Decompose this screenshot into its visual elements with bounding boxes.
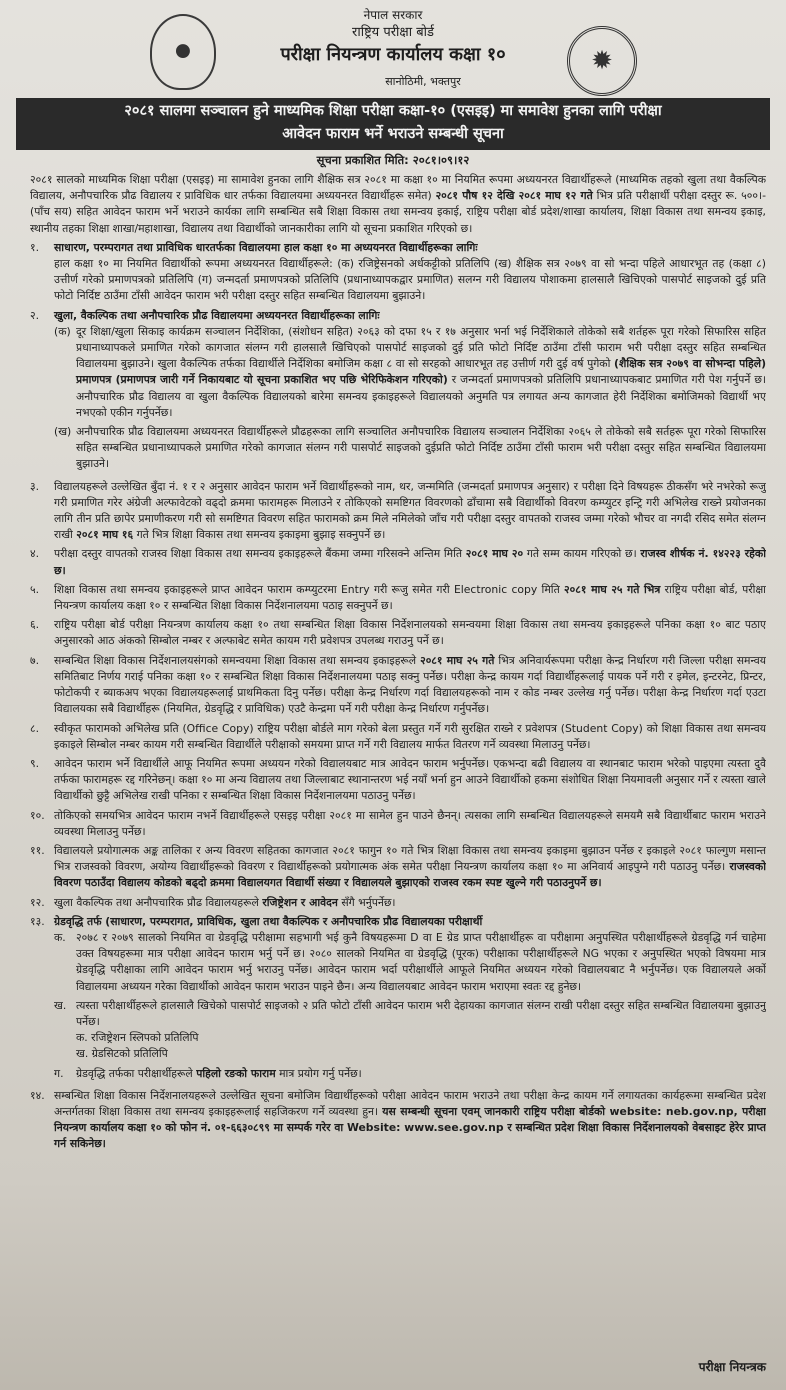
section-number: ९.: [30, 756, 40, 770]
sub-text-a: दूर शिक्षा/खुला सिकाइ कार्यक्रम सञ्चालन निर्देशिका, (संशोधन सहित) २०६३ को दफा १५ र १७ अनुसार भर्ना भई निर्देशिकाले तोकेको सबै शर्तहरू पूरा गरेको सिफारिस सहित प्रधानाध्यापकले प्रमाणित गरेको कागजात संलग्न गरी हालसालै खिचिएको पासपोर्ट साइजको दुई प्रति फोटो निर्दिष्ट ठाउँमा टाँसी फाराम भरी परीक्षा दस्तुर सहित सम्बन्धित विद्यालयमा बुझाउने। खुला वैकल्पिक तर्फका विद्यार्थीले निर्देशिका बमोजिम कक्षा ८ वा सो सरहको आधारभूत तह उत्तीर्ण गरी दुई वर्ष पुगेको: [76, 324, 766, 371]
sub-text-c: मात्र प्रयोग गर्नु पर्नेछ।: [279, 1066, 362, 1080]
section-text: स्वीकृत फारामको अभिलेख प्रति (Office Copy) राष्ट्रिय परीक्षा बोर्डले माग गरेको बेला प्रस्तुत गर्ने गरी सुरक्षित राख्ने र प्रवेशपत्र (Student Copy) को शिक्षा विकास तथा समन्वय इकाइले सिम्बोल नम्बर कायम गरी सम्बन्धित विद्यार्थीले परीक्षाको समयमा प्राप्त गर्ने गरी विद्यालय मार्फत वितरण गर्ने व्यवस्था मिलाउनु पर्नेछ।: [54, 721, 766, 751]
subsection-ga: [54, 1066, 766, 1082]
section-number: ४.: [30, 547, 40, 561]
sub-label: ख.: [54, 998, 67, 1012]
section-text-c: सँगै भर्नुपर्नेछ।: [341, 895, 396, 909]
sub-text-a: ग्रेडवृद्धि तर्फका परीक्षार्थीहरूले: [76, 1066, 193, 1080]
section-5: [30, 582, 766, 614]
section-2: [30, 308, 766, 476]
sub-text: त्यस्ता परीक्षार्थीहरूले हालसालै खिचेको पासपोर्ट साइजको २ प्रति फोटो टाँसी आवेदन फाराम भरी देहायका कागजात संलग्न राखी परीक्षा दस्तुर सहित सम्बन्धित विद्यालयमा बुझाउनु पर्नेछ।: [76, 998, 766, 1028]
section-9: [30, 756, 766, 805]
section-number: १४.: [30, 1088, 45, 1102]
section-deadline: २०८१ माघ १६: [76, 528, 134, 542]
section-deadline: २०८१ माघ २०: [465, 547, 524, 561]
sub-text-b: (शैक्षिक सत्र २०७९ वा सोभन्दा पहिले) प्रमाणपत्र (प्रमाणपत्र जारी गर्ने निकायबाट यो सूचना प्रकाशित भए पछि भेरिफिकेशन गरिएको): [76, 357, 766, 387]
section-number: १०.: [30, 808, 45, 822]
section-6: [30, 617, 766, 649]
section-number: ८.: [30, 721, 40, 735]
section-text-c: गते सम्म कायम गरिएको छ।: [526, 547, 637, 561]
nepal-emblem-icon: ⚫: [150, 14, 216, 90]
doc-list-item: क. रजिष्ट्रेशन स्लिपको प्रतिलिपि: [76, 1031, 199, 1045]
sub-label: (ख): [54, 425, 72, 439]
section-10: [30, 808, 766, 840]
section-deadline: २०८१ माघ २५ गते: [420, 653, 495, 667]
section-text-a: परीक्षा दस्तुर वापतको राजस्व शिक्षा विकास तथा समन्वय इकाइहरूले बैंकमा जम्मा गरिसक्ने अन्तिम मिति: [54, 547, 463, 561]
section-number: ३.: [30, 479, 40, 493]
section-text-a: सम्बन्धित शिक्षा विकास निर्देशनालयहरूले उल्लेखित सूचना बमोजिम विद्यार्थीहरूको परीक्षा आवेदन फाराम भराउने तथा परीक्षा केन्द्र कायम गर्ने लगायतका कार्यहरूमा सम्बन्धित प्रदेश अन्तर्गतका शिक्षा विकास तथा समन्वय इकाइहरूलाई सहजिकरण गर्ने व्यवस्था हुन।: [54, 1088, 766, 1118]
sub-text-c: र जन्मदर्ता प्रमाणपत्रको प्रतिलिपि प्रधानाध्यापकबाट प्रमाणित गरी पेश गर्नुपर्ने छ। अनौपचारिक प्रौढ विद्यालय वा खुला वैकल्पिक विद्यालयको बारेमा समन्वय इकाइहरूले विद्यालयको अनुमति पत्र लगायत अन्य कागजात हेरी निर्देशिका बमोजिमको विद्यार्थी भए नभएको एकीन गर्नुपर्नेछ।: [76, 373, 766, 419]
signature: परीक्षा नियन्त्रक: [698, 1360, 766, 1374]
contact-info: यस सम्बन्धी सूचना एवम् जानकारी राष्ट्रिय परीक्षा बोर्डको website: neb.gov.np, परीक्षा नियन्त्रण कार्यालय कक्षा १० को फोन नं. ०१-६६३०८९९ मा सम्पर्क गरेर वा Website: www.see.gov.np र सम्बन्धित प्रदेश शिक्षा विकास निर्देशनालयको वेबसाइट हेरेर प्राप्त गर्न सकिनेछ।: [54, 1104, 766, 1151]
subsection-kha: [54, 424, 766, 473]
section-text-b: राजस्वको विवरण पठाउँदा विद्यालय कोडको बढ्दो क्रममा विद्यालयगत विद्यार्थी संख्या र विद्यालयले बुझाएको राजस्व रकम स्पष्ट खुल्ने गरी पठाउनुपर्ने छ।: [54, 860, 766, 890]
subsection-ka: [54, 930, 766, 995]
section-text-c: भित्र अनिवार्यरूपमा परीक्षा केन्द्र निर्धारण गरी जिल्ला परीक्षा समन्वय समितिबाट निर्णय गराई पनिका कक्षा १० र सम्बन्धित शिक्षा विकास निर्देशनालयमा पठाइ सक्नु पर्नेछ। परीक्षा केन्द्र कायम गर्दा विद्यार्थीहरूलाई पायक पर्ने गरी र इमेल, इन्टरनेट, प्रिन्टर, फोटोकपी र ब्याकअप भएका विद्यालयहरूलाई प्राथमिकता दिनु पर्नेछ। परीक्षा केन्द्र निर्धारण गर्दा विद्यालयहरूको नाम र कोड नम्बर उल्लेख गर्नु पर्नेछ। परीक्षा केन्द्र निर्धारण गर्दा एउटा विद्यालयका सबै विद्यार्थीहरू (नियमित, ग्रेडवृद्धि र प्राविधिक) एउटै केन्द्रमा पर्ने गरी परीक्षा केन्द्र निर्धारण गर्नुपर्नेछ।: [54, 653, 766, 716]
intro-text-c: भित्र प्रति परीक्षार्थी परीक्षा दस्तुर रू. ५००।- (पाँच सय) सहित आवेदन फाराम भर्ने भराउने कार्यका लागि सम्बन्धित सबै शिक्षा विकास तथा समन्वय इकाई, राष्ट्रिय परीक्षा बोर्ड प्रदेश/शाखा कार्यालय, शिक्षा विकास तथा समन्वय इकाइ, स्थानीय तहका शिक्षा शाखा/महाशाखा, विद्यालय तथा विद्यार्थीको जानकारीका लागि यो सूचना प्रकाशित गरिएको छ।: [30, 189, 766, 235]
notice-body: [30, 172, 766, 1372]
section-11: [30, 843, 766, 892]
section-12: [30, 895, 766, 911]
header: [0, 0, 786, 98]
section-number: १२.: [30, 895, 45, 909]
section-number: ११.: [30, 843, 45, 857]
section-deadline: २०८१ माघ २५ गते भित्र: [564, 582, 661, 596]
government-name: नेपाल सरकार: [363, 8, 423, 22]
section-text-a: विद्यालयले प्रयोगात्मक अङ्क तालिका र अन्य विवरण सहितका कागजात २०८१ फागुन १० गते भित्र शिक्षा विकास तथा समन्वय इकाइमा बुझाउन पर्नेछ र इकाइले २०८१ फाल्गुण मसान्त भित्र राजस्वको विवरण, अयोग्य विद्यार्थीहरूको विवरण र विद्यार्थीहरूको प्रयोगात्मक अंक समेत परीक्षा नियन्त्रण कार्यालय कक्षा १० मा अनिवार्य आइपुग्ने गरी पठाउनु पर्नेछ।: [54, 843, 766, 874]
section-8: [30, 721, 766, 753]
sub-label: ग.: [54, 1066, 64, 1080]
section-text-a: विद्यालयहरूले उल्लेखित बुँदा नं. १ र २ अनुसार आवेदन फाराम भर्ने विद्यार्थीहरूको नाम, थर, जन्ममिति (जन्मदर्ता प्रमाणपत्र अनुसार) र परीक्षा दिने विषयहरू ठीकसँग भरे नभरेको रूजु गरी प्रमाणित गरेर अंग्रेजी अल्फावेटको वढ्दो क्रममा फारामहरू मिलाउने र तोकिएको समष्टिगत विवरणको ढाँचामा सबै विद्यार्थीको विवरण कम्प्युटर इन्ट्रि गरी अभिलेख राख्ने प्रयोजनका लागि तीन प्रति छापेर प्रमाणीकरण गरी सो समष्टिगत विवरण सहित फारामको क्रम मिले नमिलेको जाँच गरी परीक्षा दस्तुर वापतको राजस्व जम्मा गरेको भौचर वा नगदी रसिद समेत संलग्न राखी: [54, 479, 766, 542]
intro-paragraph: [30, 172, 766, 237]
section-number: १३.: [30, 914, 45, 928]
section-text-c: राष्ट्रिय परीक्षा बोर्ड, परीक्षा नियन्त्रण कार्यालय कक्षा १० र सम्बन्धित शिक्षा विकास निर्देशनालयमा पठाइ सक्नुपर्ने छ।: [54, 582, 766, 613]
intro-deadline: २०८१ पौष १२ देखि २०८१ माघ १२ गते: [435, 189, 593, 203]
board-seal-icon: ✹: [567, 26, 637, 96]
section-text-a: शिक्षा विकास तथा समन्वय इकाइहरूले प्राप्त आवेदन फाराम कम्प्युटरमा Entry गरी रूजु समेत गरी Electronic copy मिति: [54, 582, 560, 596]
sub-text: अनौपचारिक प्रौढ विद्यालयमा अध्ययनरत विद्यार्थीहरूले प्रौढहरूका लागि सञ्चालित अनौपचारिक विद्यालय सञ्चालन निर्देशिका २०६५ ले तोकेको सबै सर्तहरू पूरा गरेको सिफारिस सहित सम्बन्धित प्रधानाध्यापकले प्रमाणित गरेको कागजात संलग्न गरी पासपोर्ट साइजको दुईप्रति फोटो निर्दिष्ट ठाउँमा टाँसी फाराम भरी परीक्षा दस्तुर सहित सम्बन्धित विद्यालयमा बुझाउने।: [76, 425, 766, 471]
section-text-a: खुला वैकल्पिक तथा अनौपचारिक प्रौढ विद्यालयहरूले: [54, 895, 259, 909]
section-text: राष्ट्रिय परीक्षा बोर्ड परीक्षा नियन्त्रण कार्यालय कक्षा १० तथा सम्बन्धित शिक्षा विकास निर्देशनालयको समन्वयमा शिक्षा विकास तथा समन्वय इकाइहरूले पनिका कक्षा १० बाट पठाए अनुसारको आठ अंकको सिम्बोल नम्बर र अल्फाबेट समेत कायम गरी प्रवेशपत्र उपलब्ध गराउनु पर्ने छ।: [54, 618, 766, 648]
notice-title: [16, 98, 770, 150]
intro-text-a: २०८१ सालको माध्यमिक शिक्षा परीक्षा (एसइइ) मा सामावेश हुनका लागि शैक्षिक सत्र २०८१ मा कक्षा १० मा नियमित रूपमा अध्ययनरत विद्यार्थीहरूले (माध्यमिक तहको खुला तथा वैकल्पिक विद्यालय, अनौपचारिक प्रौढ विद्यालय र प्राविधिक धार तर्फका विद्यालयमा अध्ययनरत विद्यार्थीहरू समेत): [30, 173, 766, 203]
section-text-b: रजिष्ट्रेशन र आवेदन: [262, 895, 338, 909]
section-text-a: सम्बन्धित शिक्षा विकास निर्देशनालयसंगको समन्वयमा शिक्षा विकास तथा समन्वय इकाइहरूले: [54, 653, 417, 667]
revenue-heading-number: राजस्व शीर्षक नं. १४२२३ रहेको छ।: [54, 547, 766, 577]
section-3: [30, 479, 766, 544]
section-13: [30, 914, 766, 1085]
subsection-ka: [54, 324, 766, 421]
section-1: [30, 240, 766, 305]
section-number: १.: [30, 240, 40, 254]
sub-label: क.: [54, 930, 66, 944]
section-heading: खुला, वैकल्पिक तथा अनौपचारिक प्रौढ विद्यालयमा अध्ययनरत विद्यार्थीहरूका लागिः: [54, 308, 380, 322]
office-location: सानोठिमी, भक्तपुर: [385, 75, 461, 88]
sub-text: २०७८ र २०७९ सालको नियमित वा ग्रेडवृद्धि परीक्षामा सहभागी भई कुनै विषयहरूमा D वा E ग्रेड प्राप्त परीक्षार्थीहरू वा परीक्षामा अनुपस्थित परीक्षार्थीहरूले ग्रेडवृद्धि गर्न चाहेमा उक्त विषयहरूमा मात्र परीक्षा आवेदन फाराम भर्नु पर्ने छ। २०८० सालको नियमित वा ग्रेडवृद्धि (पूरक) परीक्षाका परीक्षार्थीहरूले NG भएका र अनुपस्थित भएको विषयमा मात्र ग्रेडवृद्धि परीक्षाका लागि आवेदन फाराम भर्नु भराउनु पर्नेछ। आवेदन फाराम भर्दा परीक्षार्थीले आफूले नियमित अध्ययन गरेको विद्यालयबाट नै भर्नुपर्नेछ। एक विद्यालयले अर्को विद्यालयमा अध्ययन गरेका विद्यार्थीको आवेदन फाराम भराउन पाइने छैन। अन्य विद्यालयबाट आवेदन फाराम भराएमा स्वतः रद्द हुनेछ।: [76, 930, 766, 993]
board-name: राष्ट्रिय परीक्षा बोर्ड: [352, 25, 434, 40]
section-number: २.: [30, 308, 40, 322]
section-number: ७.: [30, 653, 40, 667]
section-heading: ग्रेडवृद्धि तर्फ (साधारण, परम्परागत, प्राविधिक, खुला तथा वैकल्पिक र अनौपचारिक प्रौढ विद्यालयका परीक्षार्थी: [54, 914, 483, 928]
section-7: [30, 653, 766, 718]
title-line-1: २०८१ सालमा सञ्चालन हुने माध्यमिक शिक्षा परीक्षा कक्षा-१० (एसइइ) मा समावेश हुनका लागि परीक्षा: [124, 103, 662, 119]
sub-text-b: पहिलो रङको फाराम: [196, 1066, 276, 1080]
section-text: तोकिएको समयभित्र आवेदन फाराम नभर्ने विद्यार्थीहरूले एसइइ परीक्षा २०८१ मा सामेल हुन पाउने छैनन्। त्यसका लागि सम्बन्धित विद्यालयहरूले समयमै सबै विद्यार्थीबाट फाराम भराउने व्यवस्था मिलाउनु पर्नेछ।: [54, 808, 766, 838]
section-4: [30, 546, 766, 578]
title-line-2: आवेदन फाराम भर्ने भराउने सम्बन्धी सूचना: [282, 126, 504, 142]
doc-list-item: ख. ग्रेडसिटको प्रतिलिपि: [76, 1047, 168, 1061]
sub-label: (क): [54, 324, 71, 338]
office-name: परीक्षा नियन्त्रण कार्यालय कक्षा १०: [280, 44, 506, 65]
section-heading: साधारण, परम्परागत तथा प्राविधिक धारतर्फका विद्यालयमा हाल कक्षा १० मा अध्ययनरत विद्यार्थीहरूका लागिः: [54, 240, 478, 254]
subsection-kha: [54, 998, 766, 1063]
section-text-c: गते भित्र शिक्षा विकास तथा समन्वय इकाइमा बुझाइ सक्नुपर्ने छ।: [136, 528, 386, 542]
section-number: ५.: [30, 582, 40, 596]
publication-date: सूचना प्रकाशित मिति: २०८१।०९।१२: [316, 153, 470, 167]
section-14: [30, 1088, 766, 1153]
section-number: ६.: [30, 618, 40, 632]
section-text: हाल कक्षा १० मा नियमित विद्यार्थीको रूपमा अध्ययनरत विद्यार्थीहरूले: (क) रजिष्ट्रेसनको अर्धकट्टीको प्रतिलिपि (ख) शैक्षिक सत्र २०७९ वा सो भन्दा पहिले आधारभूत तह (कक्षा ८) उत्तीर्ण गरेको प्रमाणपत्रको प्रतिलिपि (ग) जन्मदर्ता प्रमाणपत्रको प्रतिलिपि (प्रधानाध्यापकद्वार प्रमाणित) सलग्न गरी विद्यालय पोशाकमा हालसालै खिचिएको पासपोर्ट साइजको दुई प्रति फोटो निर्दिष्ट ठाउँमा टाँसी आवेदन फाराम भरी परीक्षा दस्तुर सहित सम्बन्धित विद्यालयमा बुझाउने।: [54, 257, 766, 303]
section-text: आवेदन फाराम भर्ने विद्यार्थीले आफू नियमित रूपमा अध्ययन गरेको विद्यालयबाट मात्र आवेदन फाराम भर्नुपर्नेछ। एकभन्दा बढी विद्यालय वा स्थानबाट फाराम भरेको पाइएमा त्यस्ता दुवै तर्फका फारामहरू रद्द गरिनेछन्। कक्षा १० मा अन्य विद्यालय तथा जिल्लाबाट स्थानान्तरण भई नयाँ भर्ना हुन आउने विद्यार्थीको हकमा संशोधित शिक्षा नियमावली अनुसार गर्ने र त्यस्ता खाले विद्यार्थीको छुट्टै अभिलेख राखी पनिका र सम्बन्धित शिक्षा विकास निर्देशनालयमा पठाउनु पर्नेछ।: [54, 756, 766, 803]
